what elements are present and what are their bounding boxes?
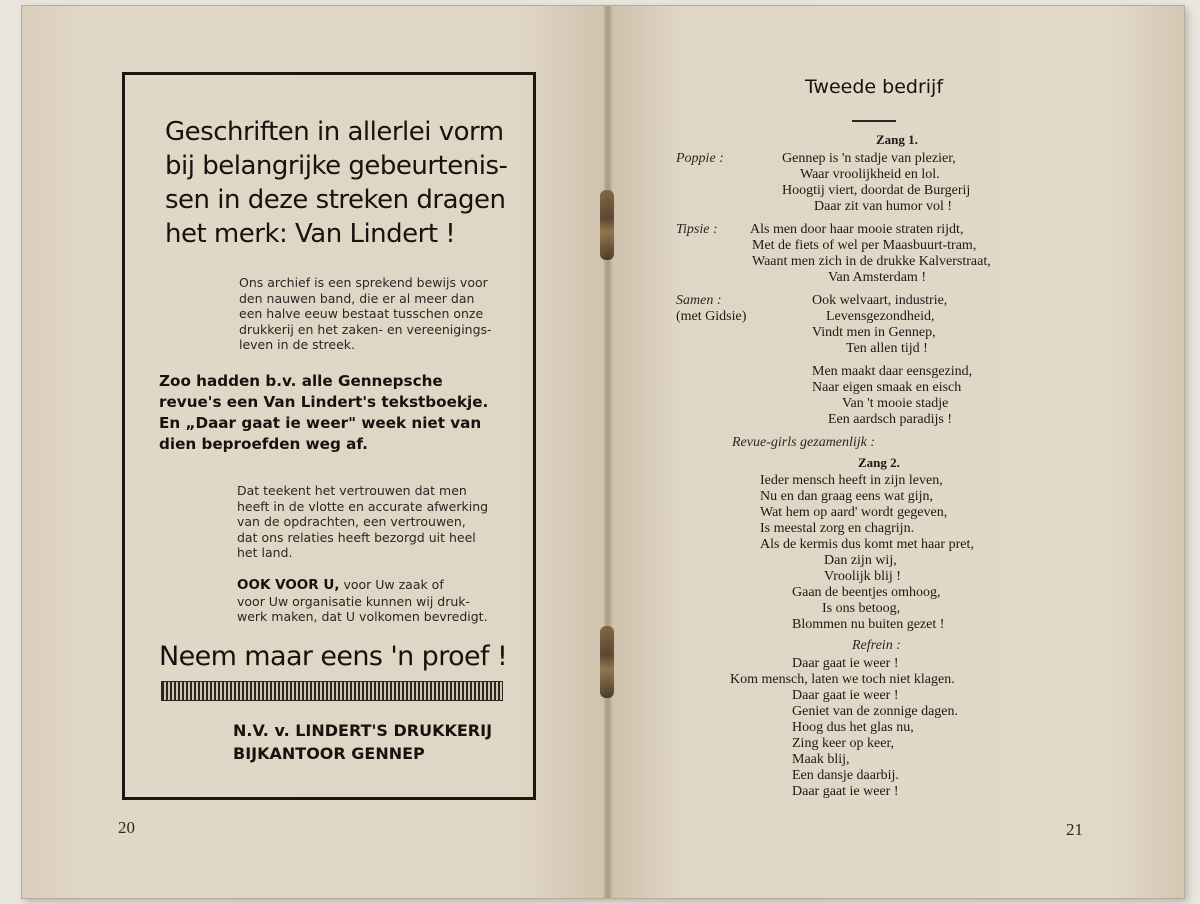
paragraph-line: van de opdrachten, een vertrouwen, [237,514,466,529]
ook-voor-u-paragraph [237,577,509,625]
lyric-line: Kom mensch, laten we toch niet klagen. [730,672,955,687]
company-line: BIJKANTOOR GENNEP [233,744,425,763]
headline-line: Geschriften in allerlei vorm [165,117,504,147]
lyric-line: Nu en dan graag eens wat gijn, [760,489,933,504]
bold-line: dien beproefden weg af. [159,435,368,453]
page-number-left: 20 [118,818,135,837]
lyric-line: Hoog dus het glas nu, [792,720,914,735]
paragraph-line: drukkerij en het zaken- en vereenigings- [239,321,492,337]
lyric-line: Gaan de beentjes omhoog, [792,585,941,600]
paragraph-line: leven in de streek. [239,337,355,352]
lyric-line: Een aardsch paradijs ! [828,412,952,427]
lyric-line: Van 't mooie stadje [842,396,949,411]
bold-line: Zoo hadden b.v. alle Gennepsche [159,372,443,390]
company-line: N.V. v. LINDERT'S DRUKKERIJ [233,721,493,740]
company-name [233,719,523,765]
lyric-line: Met de fiets of wel per Maasbuurt-tram, [752,238,977,253]
lyric-line: Daar zit van humor vol ! [814,199,953,214]
act-title: Tweede bedrijf [804,76,944,98]
song-2-heading: Zang 2. [858,455,900,470]
lyric-line: Naar eigen smaak en eisch [812,380,962,395]
speaker-revue-girls: Revue-girls gezamenlijk : [732,435,876,450]
lyric-line: Ook welvaart, industrie, [812,293,948,308]
speaker-poppie: Poppie : [676,151,724,166]
paragraph-line: voor Uw zaak of [339,577,444,592]
lyric-line: Ieder mensch heeft in zijn leven, [760,473,943,488]
lyric-line: Ten allen tijd ! [846,341,928,356]
lyric-line: Een dansje daarbij. [792,768,899,783]
paragraph-line: werk maken, dat U volkomen bevredigt. [237,609,488,624]
lyric-line: Waant men zich in de drukke Kalverstraat, [752,254,991,269]
paragraph-line: dat ons relaties heeft bezorgd uit heel [237,529,476,545]
headline-line: sen in deze streken dragen [165,185,506,215]
lyric-line: Als de kermis dus komt met haar pret, [760,537,974,552]
book-spine [604,6,612,898]
advertisement-frame [122,72,536,800]
lyric-line: Dan zijn wij, [824,553,897,568]
bold-line: revue's een Van Lindert's tekstboekje. [159,393,489,411]
page-number-right: 21 [1066,820,1083,839]
bold-line: En „Daar gaat ie weer" week niet van [159,414,482,432]
paragraph-line: voor Uw organisatie kunnen wij druk- [237,593,471,609]
lyric-line: Levensgezondheid, [826,309,935,324]
speaker-tipsie: Tipsie : [676,222,718,237]
headline-line: het merk: Van Lindert ! [165,219,456,249]
lyric-line: Wat hem op aard' wordt gegeven, [760,505,948,520]
binding-stitch [600,626,614,698]
headline-line: bij belangrijke gebeurtenis- [165,151,508,181]
title-rule [852,120,896,122]
binding-stitch [600,190,614,260]
paragraph-line: een halve eeuw bestaat tusschen onze [239,306,484,321]
lyric-line: Waar vroolijkheid en lol. [800,167,940,182]
lyric-line: Blommen nu buiten gezet ! [792,617,945,632]
lyric-line: Men maakt daar eensgezind, [812,364,973,379]
paragraph-line: het land. [237,545,293,560]
hatched-bar [161,681,503,701]
ad-headline [165,115,515,251]
lyric-line: Van Amsterdam ! [828,270,926,285]
archive-paragraph [239,275,509,353]
lyric-line: Maak blij, [792,752,850,767]
paragraph-line: den nauwen band, die er al meer dan [239,290,475,306]
lyric-line: Is ons betoog, [822,601,901,616]
lyric-line: Geniet van de zonnige dagen. [792,704,958,719]
refrein-label: Refrein : [852,638,901,653]
booklet [22,6,1184,898]
lyric-line: Als men door haar mooie straten rijdt, [750,222,964,237]
lyric-line: Daar gaat ie weer ! [792,688,899,703]
ook-voor-u-lead: OOK VOOR U, [237,577,340,593]
lyric-line: Zing keer op keer, [792,736,895,751]
lyric-line: Is meestal zorg en chagrijn. [760,521,915,536]
lyric-line: Daar gaat ie weer ! [792,784,899,799]
left-page [22,6,608,898]
paragraph-line: heeft in de vlotte en accurate afwerking [237,498,489,514]
song-1-heading: Zang 1. [876,132,918,147]
lyric-line: Daar gaat ie weer ! [792,656,899,671]
trust-paragraph [237,483,507,561]
lyric-line: Hoogtij viert, doordat de Burgerij [782,183,971,198]
revue-paragraph [159,371,509,455]
paragraph-line: Ons archief is een sprekend bewijs voor [239,275,488,290]
lyric-line: Vroolijk blij ! [824,569,901,584]
lyric-line: Vindt men in Gennep, [812,325,936,340]
speaker-samen-sub: (met Gidsie) [676,309,747,324]
lyric-line: Gennep is 'n stadje van plezier, [782,151,956,166]
ad-tagline: Neem maar eens 'n proef ! [159,641,508,672]
speaker-samen: Samen : [676,293,722,308]
paragraph-line: Dat teekent het vertrouwen dat men [237,483,467,498]
